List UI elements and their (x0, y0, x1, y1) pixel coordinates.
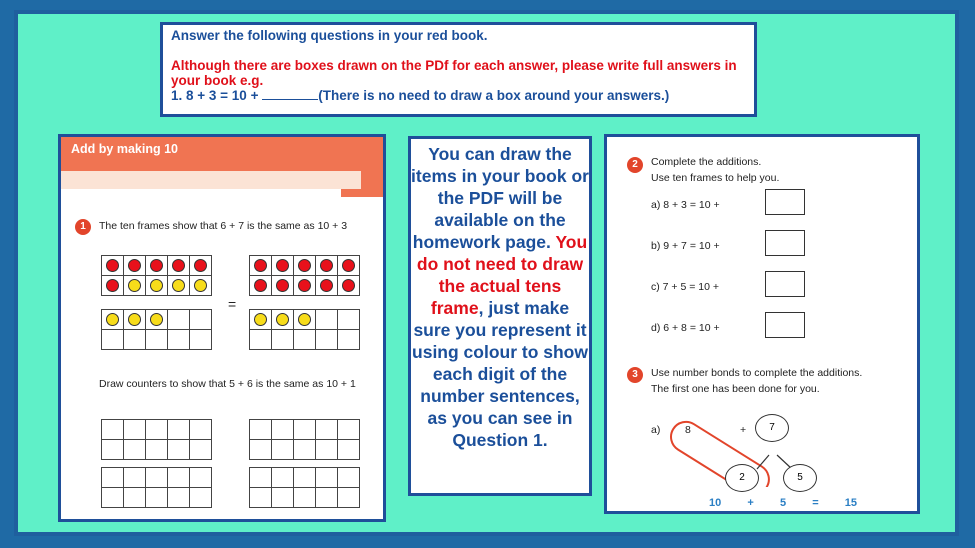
q2-title: Complete the additions. (651, 156, 762, 168)
bond-value-b: 7 (769, 422, 775, 433)
q1-number: 1 (75, 219, 91, 235)
bond-value-a: 8 (685, 424, 691, 436)
q3-subtitle: The first one has been done for you. (651, 383, 820, 395)
eq-part-2: + (747, 497, 754, 509)
eq-part-5: 15 (844, 497, 857, 509)
eq-part-4: = (812, 497, 819, 509)
example-blank (262, 89, 318, 100)
note-part-2: You do not need to draw the actual tens frame (416, 232, 588, 318)
q3-number: 3 (627, 367, 643, 383)
q2-item-a: a) 8 + 3 = 10 + (651, 199, 720, 211)
slide (14, 10, 959, 536)
q2-item-d: d) 6 + 8 = 10 + (651, 322, 720, 334)
answer-box-a[interactable] (765, 189, 805, 215)
eq-part-1: 10 (709, 497, 722, 509)
note-part-3: , just make sure you represent it using colour to show each digit of the number sentences, as you can see in Question 1. (412, 298, 588, 450)
bond-circle-b (755, 414, 789, 442)
q1-text: The ten frames show that 6 + 7 is the same as 10 + 3 (99, 220, 348, 232)
ten-frame-3 (249, 309, 360, 350)
instruction-line-1: Answer the following questions in your red book. (171, 28, 488, 43)
answer-box-b[interactable] (765, 230, 805, 256)
bond-split-1: 2 (739, 472, 745, 483)
left-worksheet (58, 134, 386, 522)
example-prefix: 1. 8 + 3 = 10 + (171, 88, 263, 103)
header-band (61, 171, 361, 189)
instructions-box (160, 22, 757, 117)
bond-circle-split-1 (725, 464, 759, 492)
answer-box-c[interactable] (765, 271, 805, 297)
ten-frame-6 (101, 255, 212, 296)
bond-circle-split-2 (783, 464, 817, 492)
bond-split-2: 5 (797, 472, 803, 483)
worksheet-header: Add by making 10 (61, 137, 361, 171)
q3-label: a) (651, 424, 661, 436)
bond-equation (709, 497, 857, 509)
empty-ten-frame-2[interactable] (249, 419, 360, 460)
example-suffix: (There is no need to draw a box around your answers.) (318, 88, 670, 103)
q2-item-b: b) 9 + 7 = 10 + (651, 240, 720, 252)
note-part-1: You can draw the items in your book or the PDF will be available on the homework page. (411, 144, 589, 252)
ten-frame-7-remainder (101, 309, 212, 350)
instruction-line-2: Although there are boxes drawn on the PDf for each answer, please write full answers in your book e.g. (171, 58, 737, 88)
right-worksheet (604, 134, 920, 514)
empty-ten-frame-4[interactable] (249, 467, 360, 508)
empty-ten-frame-1[interactable] (101, 419, 212, 460)
answer-box-d[interactable] (765, 312, 805, 338)
middle-note (408, 136, 592, 496)
equals-sign: = (228, 296, 237, 312)
q2-item-c: c) 7 + 5 = 10 + (651, 281, 720, 293)
q1b-text: Draw counters to show that 5 + 6 is the same as 10 + 1 (99, 378, 356, 390)
bond-plus: + (740, 424, 747, 436)
instruction-example (171, 88, 746, 103)
empty-ten-frame-3[interactable] (101, 467, 212, 508)
q2-subtitle: Use ten frames to help you. (651, 172, 780, 184)
eq-part-3: 5 (779, 497, 787, 509)
ten-frame-10 (249, 255, 360, 296)
q3-title: Use number bonds to complete the additions. (651, 367, 863, 379)
q2-number: 2 (627, 157, 643, 173)
